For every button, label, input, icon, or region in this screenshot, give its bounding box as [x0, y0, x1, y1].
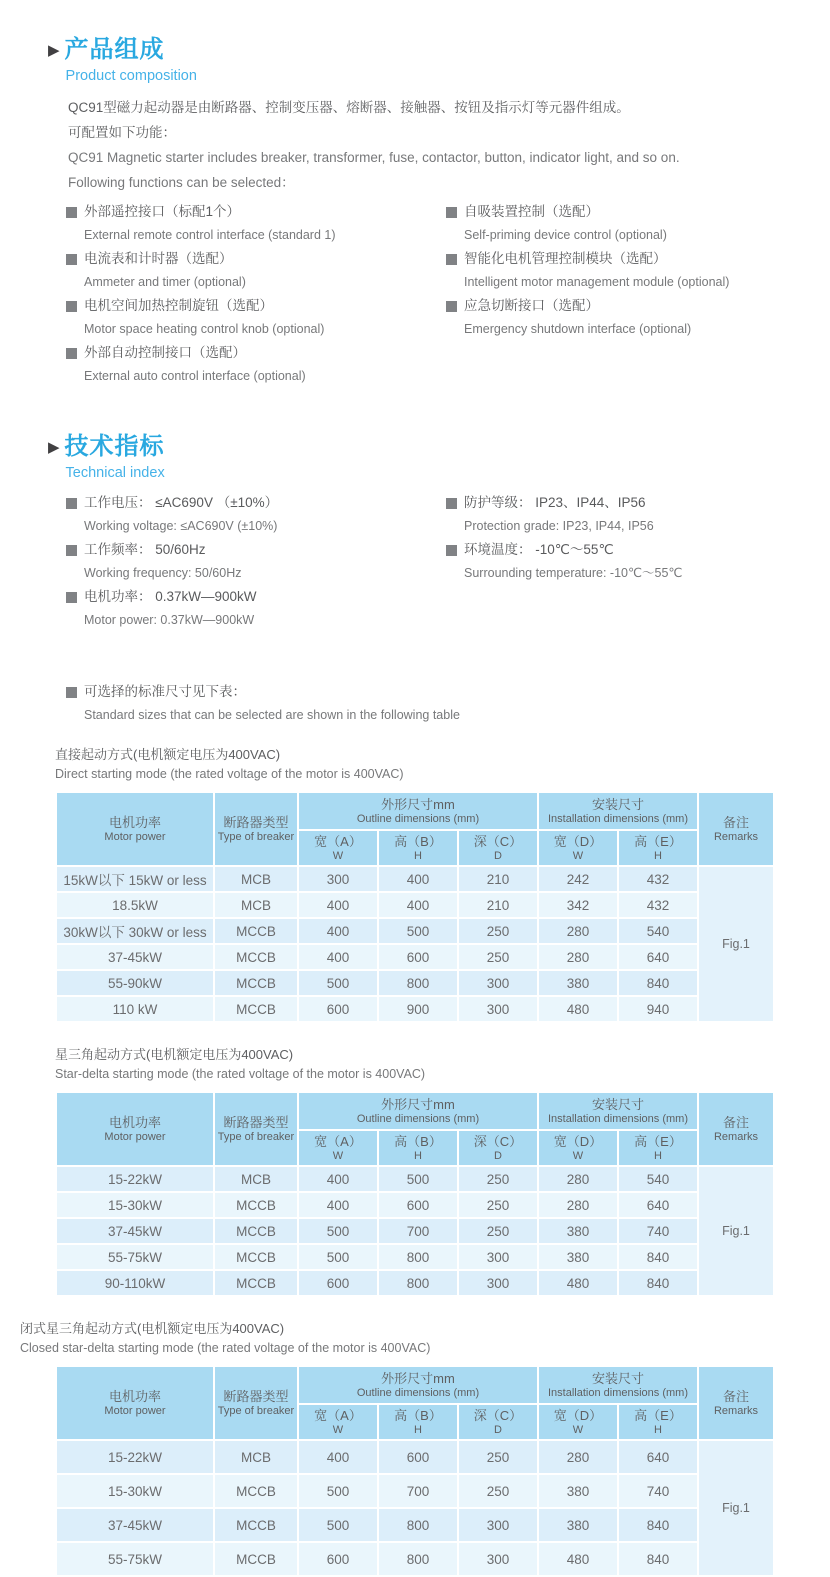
table-block: [48, 747, 800, 1023]
header-remarks: 备注 Remarks: [698, 1092, 774, 1166]
remarks-cell: Fig.1: [698, 866, 774, 1022]
table-cell: 700: [378, 1218, 458, 1244]
table-cell: 280: [538, 944, 618, 970]
table-cell: 110 kW: [56, 996, 214, 1022]
feature-text-zh: 电流表和计时器（选配）: [84, 251, 233, 266]
list-item: [446, 205, 800, 243]
table-row: [56, 918, 774, 944]
table-cell: 280: [538, 1440, 618, 1474]
table-cell: 540: [618, 918, 698, 944]
list-item: [66, 346, 446, 384]
header-outline-dimensions: 外形尺寸mm Outline dimensions (mm): [298, 1092, 538, 1130]
feature-text-zh: 自吸装置控制（选配）: [464, 204, 599, 219]
table-row: [56, 1474, 774, 1508]
table-row: [56, 1440, 774, 1474]
header-width-d: 宽（D） W: [538, 1404, 618, 1440]
spec-text-zh: 电机功率： 0.37kW—900kW: [84, 589, 257, 604]
header-height-b: 高（B） H: [378, 1404, 458, 1440]
note-zh: [66, 685, 800, 699]
square-bullet-icon: [446, 498, 457, 509]
list-item: [66, 252, 446, 290]
table-cell: 500: [298, 1244, 378, 1270]
section-title-zh: 技术指标: [64, 433, 165, 460]
spec-text-en: Working frequency: 50/60Hz: [84, 566, 242, 580]
table-cell: 940: [618, 996, 698, 1022]
table-cell: MCCB: [214, 1244, 298, 1270]
header-width-a: 宽（A） W: [298, 1130, 378, 1166]
table-cell: 480: [538, 1542, 618, 1576]
spec-list-left: [66, 496, 446, 637]
header-installation-dimensions: 安装尺寸 Installation dimensions (mm): [538, 1092, 698, 1130]
feature-text-en: Intelligent motor management module (optional): [464, 275, 730, 289]
note-text-zh: 可选择的标准尺寸见下表：: [84, 684, 246, 699]
header-breaker-type: 断路器类型 Type of breaker: [214, 1366, 298, 1440]
table-cell: 500: [298, 1508, 378, 1542]
feature-text-en: External auto control interface (optional): [84, 369, 306, 383]
table-cell: 480: [538, 996, 618, 1022]
dimension-table: [55, 1365, 775, 1577]
table-cell: 15-22kW: [56, 1166, 214, 1192]
section-title-zh: 产品组成: [64, 36, 165, 63]
table-cell: 600: [378, 1440, 458, 1474]
table-row: [56, 944, 774, 970]
paragraph-config-en: Following functions can be selected：: [68, 175, 295, 190]
spec-list-right: [446, 496, 800, 637]
table-cell: 400: [298, 892, 378, 918]
header-motor-power: 电机功率 Motor power: [56, 792, 214, 866]
list-item: [446, 252, 800, 290]
spec-text-zh: 工作电压： ≤AC690V （±10%）: [84, 495, 279, 510]
table-cell: 250: [458, 1218, 538, 1244]
list-item: [446, 543, 800, 581]
list-item: [66, 543, 446, 581]
header-height-e: 高（E） H: [618, 1130, 698, 1166]
table-cell: 250: [458, 918, 538, 944]
table-label-en: Direct starting mode (the rated voltage of the motor is 400VAC): [55, 767, 404, 781]
table-cell: 280: [538, 918, 618, 944]
table-row: [56, 1166, 774, 1192]
technical-index-section: [48, 433, 800, 723]
table-cell: 37-45kW: [56, 1508, 214, 1542]
feature-list-left: [66, 205, 446, 393]
square-bullet-icon: [66, 498, 77, 509]
table-row: [56, 970, 774, 996]
paragraph-desc-zh: QC91型磁力起动器是由断路器、控制变压器、熔断器、接触器、按钮及指示灯等元器件组成。: [68, 100, 630, 115]
header-installation-dimensions: 安装尺寸 Installation dimensions (mm): [538, 792, 698, 830]
table-block: [48, 1047, 800, 1297]
table-cell: 15-22kW: [56, 1440, 214, 1474]
product-composition-section: [48, 36, 800, 393]
table-label-zh: 直接起动方式(电机额定电压为400VAC): [55, 747, 281, 762]
table-cell: 210: [458, 892, 538, 918]
header-height-b: 高（B） H: [378, 830, 458, 866]
table-row: [56, 1508, 774, 1542]
table-cell: MCCB: [214, 1474, 298, 1508]
table-cell: MCCB: [214, 918, 298, 944]
table-cell: 300: [458, 1508, 538, 1542]
table-cell: 500: [378, 918, 458, 944]
table-cell: 432: [618, 866, 698, 892]
table-cell: MCCB: [214, 1508, 298, 1542]
table-cell: 800: [378, 1244, 458, 1270]
table-cell: 432: [618, 892, 698, 918]
table-cell: MCCB: [214, 1218, 298, 1244]
table-cell: 700: [378, 1474, 458, 1508]
feature-text-zh: 外部遥控接口（标配1个）: [84, 204, 241, 219]
table-cell: 900: [378, 996, 458, 1022]
table-cell: 30kW以下 30kW or less: [56, 918, 214, 944]
table-cell: 740: [618, 1218, 698, 1244]
table-cell: MCB: [214, 1166, 298, 1192]
table-row: [56, 1244, 774, 1270]
table-cell: 600: [298, 996, 378, 1022]
square-bullet-icon: [66, 545, 77, 556]
table-cell: 600: [298, 1542, 378, 1576]
table-cell: 400: [298, 918, 378, 944]
spec-text-zh: 工作频率： 50/60Hz: [84, 542, 206, 557]
spec-text-en: Working voltage: ≤AC690V (±10%): [84, 519, 278, 533]
table-cell: 342: [538, 892, 618, 918]
table-label-zh: 星三角起动方式(电机额定电压为400VAC): [55, 1047, 294, 1062]
list-item: [66, 590, 446, 628]
feature-list-right: [446, 205, 800, 393]
table-cell: 250: [458, 1166, 538, 1192]
header-remarks: 备注 Remarks: [698, 792, 774, 866]
triangle-marker-icon: ▶: [48, 42, 60, 59]
table-cell: 400: [298, 1166, 378, 1192]
intro-paragraphs: [68, 99, 800, 192]
table-label-en: Star-delta starting mode (the rated voltage of the motor is 400VAC): [55, 1067, 426, 1081]
table-cell: 380: [538, 1244, 618, 1270]
list-item: [446, 299, 800, 337]
table-row: [56, 1270, 774, 1296]
table-cell: 640: [618, 944, 698, 970]
feature-text-zh: 外部自动控制接口（选配）: [84, 345, 246, 360]
table-cell: 840: [618, 1508, 698, 1542]
table-block: [20, 1321, 800, 1577]
header-depth-c: 深（C） D: [458, 1130, 538, 1166]
header-height-b: 高（B） H: [378, 1130, 458, 1166]
table-cell: 55-75kW: [56, 1244, 214, 1270]
table-cell: 210: [458, 866, 538, 892]
square-bullet-icon: [446, 254, 457, 265]
table-cell: MCB: [214, 892, 298, 918]
table-cell: MCCB: [214, 970, 298, 996]
table-cell: 400: [298, 944, 378, 970]
header-installation-dimensions: 安装尺寸 Installation dimensions (mm): [538, 1366, 698, 1404]
header-outline-dimensions: 外形尺寸mm Outline dimensions (mm): [298, 1366, 538, 1404]
list-item: [446, 496, 800, 534]
table-cell: 600: [378, 1192, 458, 1218]
header-breaker-type: 断路器类型 Type of breaker: [214, 792, 298, 866]
table-cell: 37-45kW: [56, 1218, 214, 1244]
feature-text-zh: 应急切断接口（选配）: [464, 298, 599, 313]
table-cell: 800: [378, 970, 458, 996]
feature-text-en: Motor space heating control knob (optional): [84, 322, 325, 336]
spec-text-zh: 防护等级： IP23、IP44、IP56: [464, 495, 646, 510]
table-row: [56, 892, 774, 918]
paragraph-config-zh: 可配置如下功能：: [68, 125, 176, 140]
spec-text-en: Motor power: 0.37kW—900kW: [84, 613, 255, 627]
square-bullet-icon: [446, 301, 457, 312]
table-cell: 540: [618, 1166, 698, 1192]
list-item: [66, 496, 446, 534]
table-cell: 15-30kW: [56, 1192, 214, 1218]
feature-text-zh: 智能化电机管理控制模块（选配）: [464, 251, 667, 266]
spec-list: [66, 496, 800, 637]
table-cell: 840: [618, 1244, 698, 1270]
table-cell: 380: [538, 1508, 618, 1542]
table-cell: 242: [538, 866, 618, 892]
header-width-d: 宽（D） W: [538, 1130, 618, 1166]
feature-text-zh: 电机空间加热控制旋钮（选配）: [84, 298, 273, 313]
feature-list: [66, 205, 800, 393]
spec-text-en: Protection grade: IP23, IP44, IP56: [464, 519, 654, 533]
dimension-tables: [20, 747, 800, 1577]
table-cell: 250: [458, 944, 538, 970]
table-cell: 250: [458, 1440, 538, 1474]
spec-text-zh: 环境温度： -10℃～55℃: [464, 542, 614, 557]
section-heading: [48, 433, 800, 483]
table-cell: 380: [538, 1474, 618, 1508]
table-cell: 500: [298, 970, 378, 996]
table-cell: 800: [378, 1542, 458, 1576]
header-width-a: 宽（A） W: [298, 830, 378, 866]
table-cell: 90-110kW: [56, 1270, 214, 1296]
table-cell: 250: [458, 1474, 538, 1508]
dimension-table: [55, 1091, 775, 1297]
square-bullet-icon: [66, 348, 77, 359]
table-cell: 500: [378, 1166, 458, 1192]
feature-text-en: External remote control interface (standard 1): [84, 228, 336, 242]
table-row: [56, 996, 774, 1022]
table-cell: 480: [538, 1270, 618, 1296]
list-item: [66, 205, 446, 243]
square-bullet-icon: [66, 592, 77, 603]
header-height-e: 高（E） H: [618, 1404, 698, 1440]
table-cell: 250: [458, 1192, 538, 1218]
table-row: [56, 866, 774, 892]
table-cell: 600: [298, 1270, 378, 1296]
header-breaker-type: 断路器类型 Type of breaker: [214, 1092, 298, 1166]
table-cell: 280: [538, 1192, 618, 1218]
header-motor-power: 电机功率 Motor power: [56, 1366, 214, 1440]
table-cell: 640: [618, 1440, 698, 1474]
table-cell: 400: [298, 1440, 378, 1474]
table-cell: 300: [458, 970, 538, 996]
remarks-cell: Fig.1: [698, 1440, 774, 1576]
table-cell: 600: [378, 944, 458, 970]
dimension-table: [55, 791, 775, 1023]
standard-sizes-note: [66, 685, 800, 723]
table-cell: MCCB: [214, 996, 298, 1022]
table-cell: 380: [538, 970, 618, 996]
spec-text-en: Surrounding temperature: -10℃～55℃: [464, 566, 683, 580]
table-cell: 300: [458, 1244, 538, 1270]
table-cell: 280: [538, 1166, 618, 1192]
header-width-a: 宽（A） W: [298, 1404, 378, 1440]
square-bullet-icon: [446, 545, 457, 556]
feature-text-en: Ammeter and timer (optional): [84, 275, 246, 289]
table-label-zh: 闭式星三角起动方式(电机额定电压为400VAC): [20, 1321, 285, 1336]
table-cell: 800: [378, 1508, 458, 1542]
header-remarks: 备注 Remarks: [698, 1366, 774, 1440]
header-height-e: 高（E） H: [618, 830, 698, 866]
table-cell: 300: [458, 996, 538, 1022]
section-title-en: Technical index: [65, 465, 165, 481]
table-cell: 400: [298, 1192, 378, 1218]
table-cell: MCCB: [214, 944, 298, 970]
table-cell: MCCB: [214, 1542, 298, 1576]
table-cell: 300: [458, 1542, 538, 1576]
table-cell: 55-90kW: [56, 970, 214, 996]
header-width-d: 宽（D） W: [538, 830, 618, 866]
square-bullet-icon: [446, 207, 457, 218]
list-item: [66, 299, 446, 337]
table-cell: 400: [378, 866, 458, 892]
table-row: [56, 1542, 774, 1576]
table-cell: 380: [538, 1218, 618, 1244]
table-cell: 840: [618, 1542, 698, 1576]
header-motor-power: 电机功率 Motor power: [56, 1092, 214, 1166]
section-title-en: Product composition: [65, 68, 197, 84]
table-cell: 840: [618, 1270, 698, 1296]
table-cell: 300: [298, 866, 378, 892]
square-bullet-icon: [66, 687, 77, 698]
table-cell: 500: [298, 1474, 378, 1508]
table-cell: 37-45kW: [56, 944, 214, 970]
square-bullet-icon: [66, 254, 77, 265]
table-cell: 640: [618, 1192, 698, 1218]
header-outline-dimensions: 外形尺寸mm Outline dimensions (mm): [298, 792, 538, 830]
square-bullet-icon: [66, 207, 77, 218]
triangle-marker-icon: ▶: [48, 439, 60, 456]
table-cell: 300: [458, 1270, 538, 1296]
table-cell: MCB: [214, 866, 298, 892]
table-cell: MCCB: [214, 1270, 298, 1296]
table-cell: 18.5kW: [56, 892, 214, 918]
section-heading: [48, 36, 800, 86]
table-cell: 840: [618, 970, 698, 996]
table-row: [56, 1218, 774, 1244]
table-cell: 15-30kW: [56, 1474, 214, 1508]
paragraph-desc-en: QC91 Magnetic starter includes breaker, transformer, fuse, contactor, button, indicator light, and so on.: [68, 150, 680, 165]
remarks-cell: Fig.1: [698, 1166, 774, 1296]
square-bullet-icon: [66, 301, 77, 312]
table-cell: 400: [378, 892, 458, 918]
table-cell: 800: [378, 1270, 458, 1296]
table-cell: 15kW以下 15kW or less: [56, 866, 214, 892]
table-cell: 55-75kW: [56, 1542, 214, 1576]
header-depth-c: 深（C） D: [458, 1404, 538, 1440]
table-cell: MCB: [214, 1440, 298, 1474]
table-label-en: Closed star-delta starting mode (the rated voltage of the motor is 400VAC): [20, 1341, 431, 1355]
header-depth-c: 深（C） D: [458, 830, 538, 866]
table-cell: 740: [618, 1474, 698, 1508]
table-cell: 500: [298, 1218, 378, 1244]
note-text-en: Standard sizes that can be selected are shown in the following table: [84, 708, 460, 722]
feature-text-en: Emergency shutdown interface (optional): [464, 322, 692, 336]
feature-text-en: Self-priming device control (optional): [464, 228, 667, 242]
table-row: [56, 1192, 774, 1218]
table-cell: MCCB: [214, 1192, 298, 1218]
